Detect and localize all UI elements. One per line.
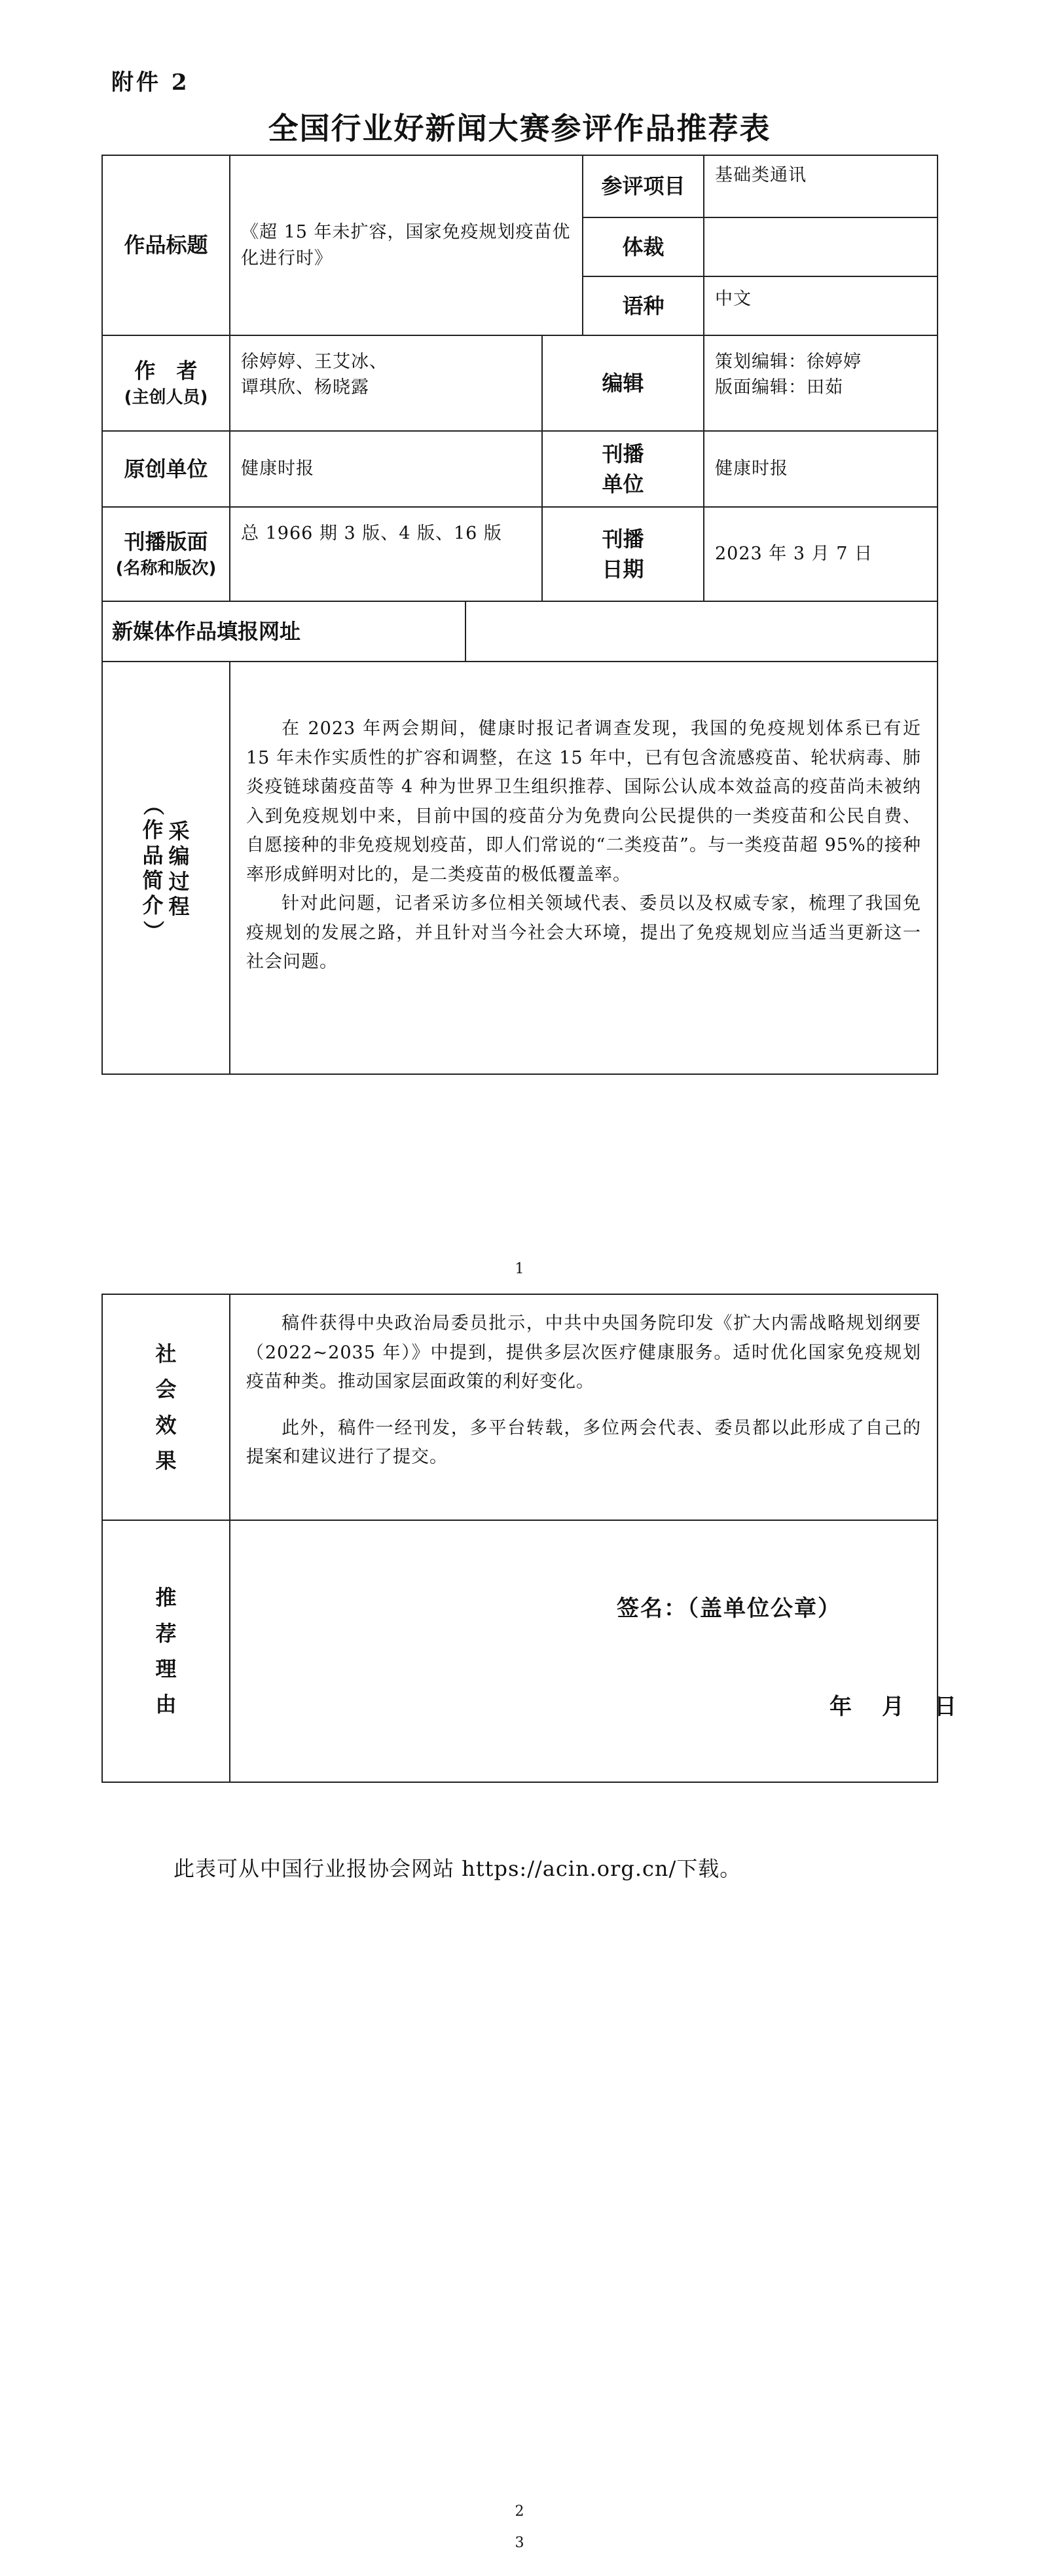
language-label: 语种 [583, 276, 704, 335]
url-value [465, 601, 938, 662]
page-title: 全国行业好新闻大赛参评作品推荐表 [268, 111, 771, 146]
editor-label: 编辑 [542, 335, 704, 431]
reason-label-char: 理 [155, 1656, 177, 1681]
layout-sub-label: (名称和版次) [115, 559, 217, 579]
intro-label-char: 作 [142, 817, 164, 843]
url-label: 新媒体作品填报网址 [102, 601, 465, 662]
language-value: 中文 [704, 276, 938, 335]
intro-label-cell [102, 662, 230, 1074]
layout-label: 刊播版面 [124, 529, 208, 554]
intro-label-char: 简 [142, 868, 164, 893]
reason-content [230, 1520, 960, 1782]
effect-table [101, 1294, 960, 1783]
reason-label-char: 由 [155, 1692, 177, 1717]
date-label-line-2: 日期 [602, 557, 644, 582]
pub-unit-label [542, 431, 704, 507]
effect-label-char: 社 [155, 1341, 177, 1366]
date-label-line-1: 刊播 [602, 526, 644, 551]
effect-content [230, 1294, 938, 1520]
effect-label-char: 果 [155, 1447, 177, 1473]
pub-unit-label-line-2: 单位 [602, 472, 644, 496]
pub-unit-label-line-1: 刊播 [602, 441, 644, 466]
intro-label-char: 编 [168, 844, 190, 869]
intro-paragraph-2: 针对此问题，记者采访多位相关领域代表、委员以及权威专家，梳理了我国免疫规划的发展之路，并且针对当今社会大环境，提出了免疫规划应当适当更新这一社会问题。 [246, 893, 921, 973]
intro-label-char: 程 [168, 894, 190, 919]
genre-value [704, 217, 938, 276]
page-number-2: 2 [515, 2503, 524, 2520]
work-title-label: 作品标题 [102, 155, 230, 335]
intro-label-char: 采 [168, 818, 190, 844]
date-value: 2023 年 3 月 7 日 [704, 507, 938, 601]
author-line-2: 谭琪欣、杨晓露 [241, 377, 369, 398]
editor-line-1: 策划编辑：徐婷婷 [715, 352, 862, 372]
unit-value: 健康时报 [230, 431, 542, 507]
author-label: 作 者 [134, 358, 198, 383]
layout-value: 总 1966 期 3 版、4 版、16 版 [230, 507, 542, 601]
recommendation-table [101, 155, 938, 1075]
effect-paragraph-2: 此外，稿件一经刊发，多平台转载，多位两会代表、委员都以此形成了自己的提案和建议进行了提交。 [246, 1417, 921, 1468]
category-value: 基础类通讯 [704, 155, 938, 217]
attachment-label: 附件 2 [111, 69, 190, 96]
date-line: 年 月 日 [829, 1694, 960, 1720]
intro-label-char: 介 [142, 893, 164, 918]
pub-unit-value: 健康时报 [704, 431, 938, 507]
author-sub-label: (主创人员) [124, 388, 208, 408]
intro-label-char: 品 [142, 842, 164, 868]
effect-label-cell [102, 1294, 230, 1520]
intro-label-char: （ [140, 794, 166, 816]
reason-label-cell [102, 1520, 230, 1782]
date-label [542, 507, 704, 601]
effect-label-char: 效 [155, 1412, 177, 1438]
editor-value [704, 335, 938, 431]
genre-label: 体裁 [583, 217, 704, 276]
reason-label-char: 荐 [155, 1620, 177, 1646]
intro-content [230, 662, 938, 1074]
signature-label: 签名：（盖单位公章） [617, 1596, 841, 1622]
work-title-value: 《超 15 年未扩容，国家免疫规划疫苗优化进行时》 [230, 155, 583, 335]
author-line-1: 徐婷婷、王艾冰、 [241, 352, 388, 372]
layout-label-cell [102, 507, 230, 601]
intro-label-char: ） [140, 920, 166, 941]
footer-note: 此表可从中国行业报协会网站 https://acin.org.cn/下载。 [173, 1856, 742, 1881]
reason-label-char: 推 [155, 1585, 177, 1611]
page-number-3: 3 [515, 2535, 524, 2551]
intro-label-char: 过 [168, 868, 190, 894]
page-number-1: 1 [515, 1261, 524, 1277]
author-label-cell [102, 335, 230, 431]
category-label: 参评项目 [583, 155, 704, 217]
effect-label-char: 会 [155, 1377, 177, 1402]
intro-paragraph-1: 在 2023 年两会期间，健康时报记者调查发现，我国的免疫规划体系已有近 15 年未作实质性的扩容和调整，在这 15 年中，已有包含流感疫苗、轮状病毒、肺炎疫链球菌疫苗等 4 种为世界卫生组织推荐、国际公认成本效益高的疫苗尚未被纳入到免疫规划中来，目前中国的疫苗分为免费向公民提供的一类疫苗和公民自费、自愿接种的非免疫规划疫苗，即人们常说的“二类疫苗”。与一类疫苗超 95%的接种率形成鲜明对比的，是二类疫苗的极低覆盖率。 [246, 719, 921, 885]
effect-paragraph-1: 稿件获得中央政治局委员批示，中共中央国务院印发《扩大内需战略规划纲要（2022~2035 年）》中提到，提供多层次医疗健康服务。适时优化国家免疫规划疫苗种类。推动国家层面政策的利好变化。 [246, 1313, 921, 1392]
editor-line-2: 版面编辑：田茹 [715, 377, 843, 398]
author-value [230, 335, 542, 431]
unit-label: 原创单位 [102, 431, 230, 507]
